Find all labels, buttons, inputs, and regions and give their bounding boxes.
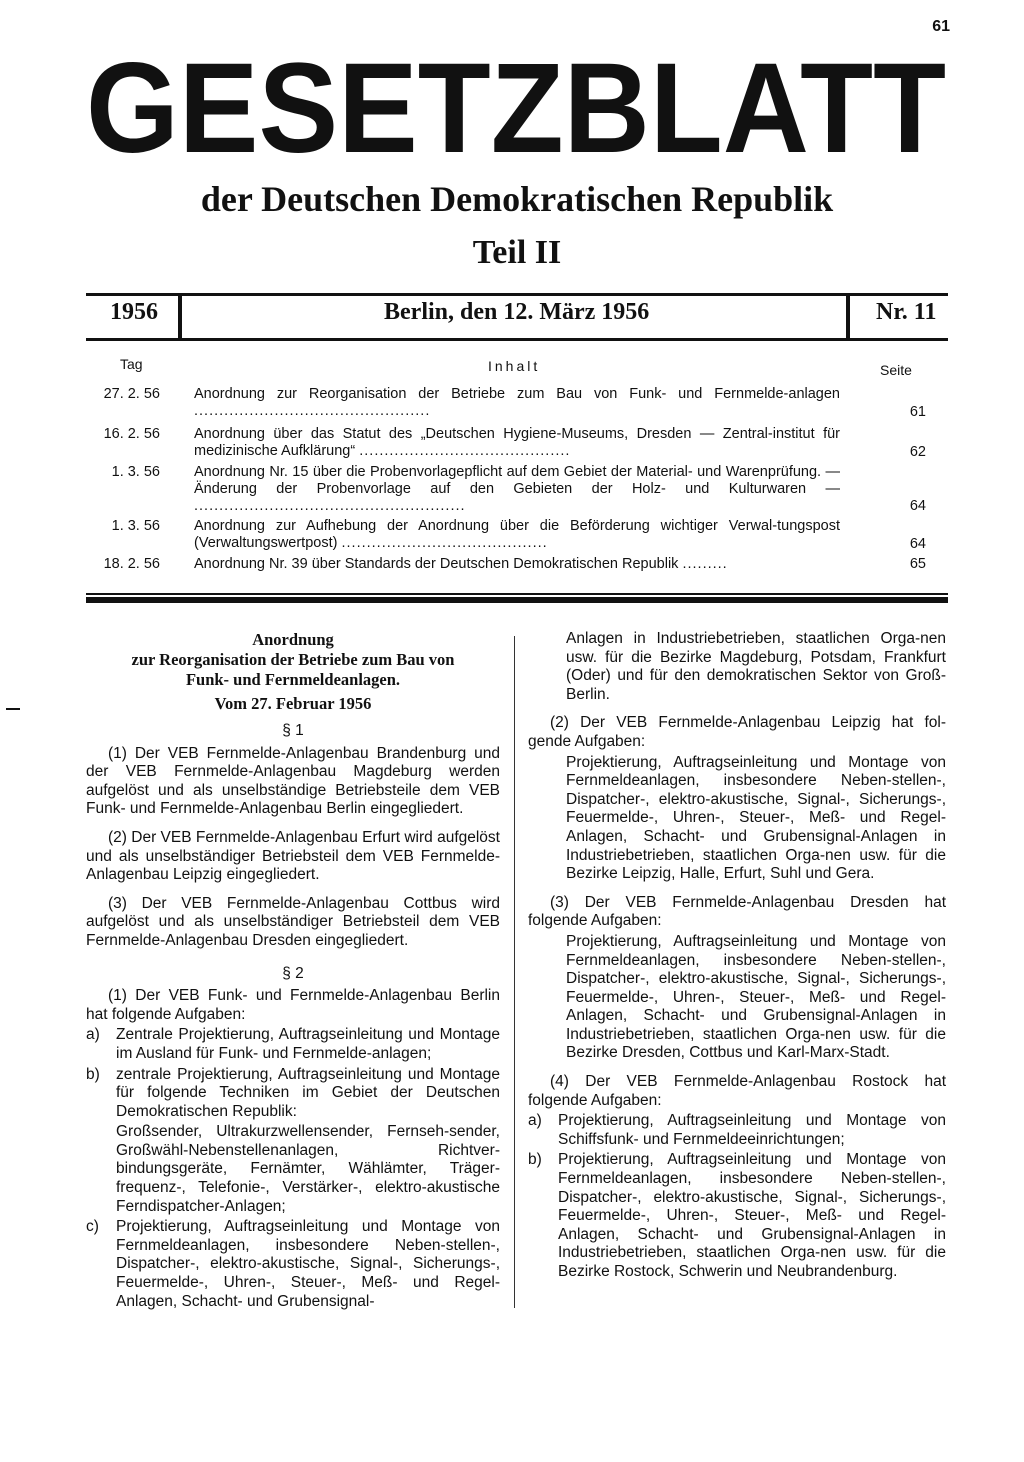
toc-page: 62 — [909, 444, 926, 460]
left-column — [86, 630, 500, 1313]
article-heading: zur Reorganisation der Betriebe zum Bau von — [131, 650, 455, 669]
toc-row — [96, 464, 926, 516]
toc-title: Anordnung zur Reorganisation der Betriebe zum Bau von Funk- und Fernmelde-anlagen ............................................... — [194, 386, 840, 419]
toc-date: 1. 3. 56 — [111, 518, 160, 534]
toc-row — [96, 386, 926, 422]
toc-title: Anordnung Nr. 39 über Standards der Deutschen Demokratischen Republik ......... — [194, 556, 728, 572]
list-text: zentrale Projektierung, Auftragseinleitung und Montage für folgende Techniken im Gebiet der Deutschen Demokratischen Republik: — [116, 1065, 500, 1120]
article-heading: Funk- und Fernmeldeanlagen. — [185, 670, 401, 689]
toc-col-page: Seite — [880, 362, 912, 378]
list-item — [86, 1066, 500, 1122]
article-date: Vom 27. Februar 1956 — [214, 694, 372, 713]
paragraph: Projektierung, Auftragseinleitung und Montage von Fernmeldeanlagen, insbesondere Neben-stellen-, Dispatcher-, elektro-akustische, Signal-, Sicherungs-, Feuermelde-, Uhren-, Steuer-, Meß- und Regel-Anlagen, Schacht- und Grubensignal-Anlagen in Industriebetrieben, staatlichen Orga-nen usw. für die Bezirke Dresden, Cottbus und Karl-Marx-Stadt. — [566, 932, 946, 1062]
paragraph: (4) Der VEB Fernmelde-Anlagenbau Rostock hat folgende Aufgaben: — [528, 1073, 946, 1109]
toc-date: 1. 3. 56 — [111, 464, 160, 480]
toc-page: 65 — [909, 556, 926, 572]
column-divider — [514, 636, 515, 1308]
toc-title: Anordnung zur Aufhebung der Anordnung über die Beförderung wichtiger Verwal-tungspost (Verwaltungswertpost) ......................................... — [194, 518, 840, 551]
list-text: Projektierung, Auftragseinleitung und Montage von Fernmeldeanlagen, insbesondere Neben-stellen-, Dispatcher-, elektro-akustische, Signal-, Sicherungs-, Feuermelde-, Uhren-, Steuer-, Meß- und Regel-Anlagen, Schacht- und Grubensignal- — [116, 1218, 500, 1310]
list-label: c) — [86, 1218, 99, 1236]
issue-number: Nr. 11 — [876, 299, 937, 325]
list-text: Projektierung, Auftragseinleitung und Montage von Schiffsfunk- und Fernmeldeeinrichtungen; — [558, 1112, 946, 1148]
toc-title: Anordnung Nr. 15 über die Probenvorlagepflicht auf dem Gebiet der Material- und Warenprüfung. — Änderung der Probenvorlage auf den Gebieten der Holz- und Kulturwaren — ...................................................... — [194, 464, 840, 514]
paragraph: (3) Der VEB Fernmelde-Anlagenbau Dresden hat folgende Aufgaben: — [528, 893, 946, 930]
paragraph: Anlagen in Industriebetrieben, staatlichen Orga-nen usw. für die Bezirke Magdeburg, Potsdam, Frankfurt (Oder) und für den demokratischen Sektor von Groß-Berlin. — [566, 630, 946, 703]
list-label: a) — [528, 1112, 542, 1130]
list-item — [528, 1151, 946, 1281]
divider-rule — [86, 597, 948, 603]
list-item — [86, 1218, 500, 1311]
masthead-title — [86, 52, 948, 158]
toc-page: 64 — [909, 498, 926, 514]
paragraph: (2) Der VEB Fernmelde-Anlagenbau Leipzig hat fol-gende Aufgaben: — [528, 714, 946, 750]
toc-page: 61 — [909, 404, 926, 420]
paragraph: (3) Der VEB Fernmelde-Anlagenbau Cottbus wird aufgelöst und als unselbständiger Betriebsteil dem VEB Fernmelde-Anlagenbau Dresden eingegliedert. — [86, 894, 500, 949]
toc-page: 64 — [909, 536, 926, 552]
page-number: 61 — [932, 18, 950, 35]
issue-date: Berlin, den 12. März 1956 — [384, 299, 650, 325]
margin-mark — [6, 708, 20, 710]
right-column — [528, 630, 946, 1284]
list-subtext: Großsender, Ultrakurzwellensender, Fernseh-sender, Großwähl-Nebenstellenanlagen, Richtver-bindungsgeräte, Fernämter, Wählämter, Träger-frequenz-, Telefonie-, Verstärker-, elektro-akustische Ferndispatcher-Anlagen; — [116, 1123, 500, 1215]
toc-row — [96, 426, 926, 462]
toc-title: Anordnung über das Statut des „Deutschen Hygiene-Museums, Dresden — Zentral-institut für medizinische Aufklärung“ .......................................... — [194, 426, 840, 459]
toc-date: 27. 2. 56 — [103, 386, 160, 402]
list-item — [86, 1026, 500, 1063]
section-marker: § 1 — [282, 722, 304, 739]
list-text: Projektierung, Auftragseinleitung und Montage von Fernmeldeanlagen, insbesondere Neben-stellen-, Dispatcher-, elektro-akustische, Signal-, Sicherungs-, Feuermelde-, Uhren-, Steuer-, Meß- und Regel-Anlagen, Schacht- und Grubensignal-Anlagen in Industriebetrieben, staatlichen Orga-nen usw. für die Bezirke Rostock, Schwerin und Neubrandenburg. — [558, 1151, 946, 1280]
masthead-title-text: GESETZBLATT — [86, 52, 946, 158]
list-item — [528, 1112, 946, 1149]
toc-row — [96, 556, 926, 576]
paragraph: Projektierung, Auftragseinleitung und Montage von Fernmeldeanlagen, insbesondere Neben-stellen-, Dispatcher-, elektro-akustische, Signal-, Sicherungs-, Feuermelde-, Uhren-, Steuer-, Meß- und Regel-Anlagen, Schacht- und Grubensignal-Anlagen in Industriebetrieben, staatlichen Orga-nen usw. für die Bezirke Leipzig, Halle, Erfurt, Suhl und Gera. — [566, 753, 946, 883]
section-marker: § 2 — [282, 964, 304, 982]
list-label: a) — [86, 1026, 100, 1044]
masthead-part: Teil II — [472, 234, 562, 271]
toc-col-title: Inhalt — [488, 358, 541, 374]
toc-col-date: Tag — [120, 356, 143, 372]
list-label: b) — [86, 1065, 100, 1083]
paragraph: (2) Der VEB Fernmelde-Anlagenbau Erfurt wird aufgelöst und als unselbständiger Betriebsteil dem VEB Fernmelde-Anlagenbau Leipzig eingegliedert. — [86, 828, 500, 884]
list-text: Zentrale Projektierung, Auftragseinleitung und Montage im Ausland für Funk- und Fernmelde-anlagen; — [116, 1026, 500, 1062]
paragraph: (1) Der VEB Fernmelde-Anlagenbau Brandenburg und der VEB Fernmelde-Anlagenbau Magdeburg werden aufgelöst und als unselbständige Betriebsteile dem VEB Funk- und Fernmelde-Anlagenbau Berlin eingegliedert. — [86, 744, 500, 818]
divider-rule — [86, 593, 948, 595]
issue-bar — [86, 293, 948, 341]
toc-date: 18. 2. 56 — [103, 556, 160, 572]
masthead-subtitle: der Deutschen Demokratischen Republik — [200, 179, 834, 219]
paragraph: (1) Der VEB Funk- und Fernmelde-Anlagenbau Berlin hat folgende Aufgaben: — [86, 987, 500, 1023]
list-label: b) — [528, 1151, 542, 1169]
toc-date: 16. 2. 56 — [103, 426, 160, 442]
article-heading: Anordnung — [252, 630, 334, 649]
toc-row — [96, 518, 926, 554]
issue-year: 1956 — [110, 299, 158, 325]
